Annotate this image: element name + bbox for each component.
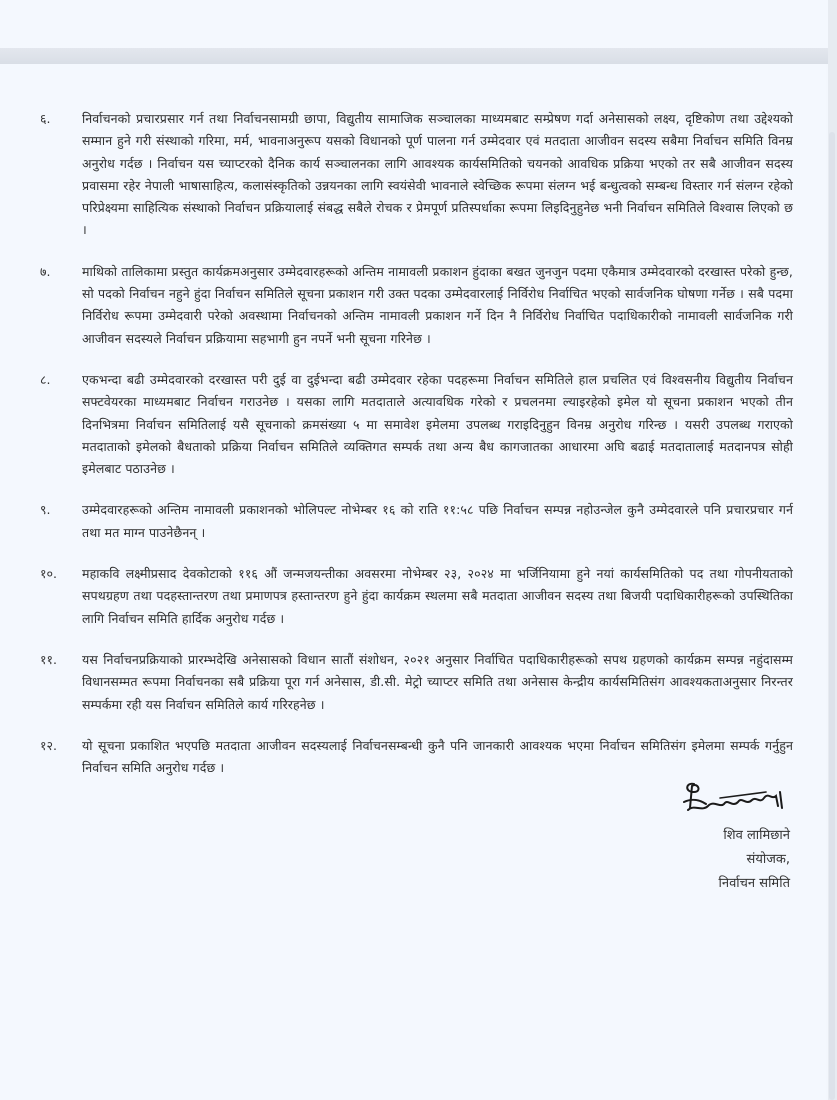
signature-block bbox=[640, 778, 790, 896]
signatory-name: शिव लामिछाने bbox=[723, 828, 790, 843]
item-text: निर्वाचनको प्रचारप्रसार गर्न तथा निर्वाचनसामग्री छापा, विद्युतीय सामाजिक सञ्चालका माध्यमबाट सम्प्रेषण गर्दा अनेसासको लक्ष्य, दृष्टिकोण तथा उद्देश्यको सम्मान हुने गरी संस्थाको गरिमा, मर्म, भावनाअनुरूप यसको विधानको पूर्ण पालना गर्न उम्मेदवार एवं मतदाता आजीवन सदस्य सबैमा निर्वाचन समिति विनम्र अनुरोध गर्दछ । निर्वाचन यस च्याप्टरको दैनिक कार्य सञ्चालनका लागि आवश्यक कार्यसमितिको चयनको आवधिक प्रक्रिया भएको तर सबै आजीवन सदस्य प्रवासमा रहेर नेपाली भाषासाहित्य, कलासंस्कृतिको उन्नयनका लागि स्वयंसेवी भावनाले स्वेच्छिक रूपमा संलग्न भई बन्धुत्वको सम्बन्ध विस्तार गर्न संलग्न रहेको परिप्रेक्ष्यमा साहित्यिक संस्थाको निर्वाचन प्रक्रियालाई संबद्ध सबैले रोचक र प्रेमपूर्ण प्रतिस्पर्धाका रूपमा लिइदिनुहुनेछ भनी निर्वाचन समितिले विश्वास लिएको छ । bbox=[82, 111, 793, 238]
notice-item bbox=[0, 499, 826, 544]
item-number: १०. bbox=[40, 566, 57, 582]
notice-items-list bbox=[0, 108, 826, 798]
item-number: ६. bbox=[40, 111, 51, 126]
signature-icon bbox=[680, 778, 790, 824]
previous-page bbox=[0, 0, 828, 48]
page-separator bbox=[0, 48, 837, 64]
notice-item bbox=[0, 563, 826, 630]
item-text: एकभन्दा बढी उम्मेदवारको दरखास्त परी दुई वा दुईभन्दा बढी उम्मेदवार रहेका पदहरूमा निर्वाचन समितिले हाल प्रचलित एवं विश्वसनीय विद्युतीय निर्वाचन सफ्टवेयरका माध्यमबाट निर्वाचन गराउनेछ । यसका लागि मतदाताले अत्यावधिक गरेको र प्रचलनमा ल्याइरहेको इमेल यो सूचना प्रकाशन भएको तीन दिनभित्रमा निर्वाचन समितिलाई यसै सूचनाको क्रमसंख्या ५ मा समावेश इमेलमा उपलब्ध गराइदिनुहुन विनम्र अनुरोध गरिन्छ । यसरी उपलब्ध गराएको मतदाताको इमेलको बैधताको प्रक्रिया निर्वाचन समितिले व्यक्तिगत सम्पर्क तथा अन्य बैध कागजातका आधारमा अघि बढाई मतदातालाई मतदानपत्र सोही इमेलबाट पठाउनेछ । bbox=[82, 371, 793, 477]
item-text: यो सूचना प्रकाशित भएपछि मतदाता आजीवन सदस्यलाई निर्वाचनसम्बन्धी कुनै पनि जानकारी आवश्यक भएमा निर्वाचन समितिसंग इमेलमा सम्पर्क गर्नुहुन निर्वाचन समिति अनुरोध गर्दछ । bbox=[82, 737, 793, 776]
notice-item bbox=[0, 108, 826, 242]
signatory-title: संयोजक, bbox=[746, 852, 790, 867]
item-text: महाकवि लक्ष्मीप्रसाद देवकोटाको ११६ औं जन्मजयन्तीका अवसरमा नोभेम्बर २३, २०२४ मा भर्जिनियामा हुने नयां कार्यसमितिको पद तथा गोपनीयताको सपथग्रहण तथा पदहस्तान्तरण तथा प्रमाणपत्र हस्तान्तरण हुने हुंदा कार्यक्रम स्थलमा सबै मतदाता आजीवन सदस्य तथा बिजयी पदाधिकारीहरूको उपस्थितिका लागि निर्वाचन समिति हार्दिक अनुरोध गर्दछ । bbox=[82, 566, 793, 626]
item-number: ७. bbox=[40, 263, 51, 279]
notice-item bbox=[0, 649, 826, 716]
item-text: माथिको तालिकामा प्रस्तुत कार्यक्रमअनुसार उम्मेदवारहरूको अन्तिम नामावली प्रकाशन हुंदाका बखत जुनजुन पदमा एकैमात्र उम्मेदवारको दरखास्त परेको हुन्छ, सो पदको निर्वाचन नहुने हुंदा निर्वाचन समितिले सूचना प्रकाशन गरी उक्त पदका उम्मेदवारलाई निर्विरोध निर्वाचित भएको सार्वजनिक घोषणा गर्नेछ । सबै पदमा निर्विरोध रूपमा उम्मेदवारी परेको अवस्थामा निर्वाचनको अन्तिम नामावली प्रकाशन गर्ने दिन नै निर्विरोध निर्वाचित पदाधिकारीको नामावली सार्वजनिक गरी आजीवन सदस्यले निर्वाचन प्रक्रियामा सहभागी हुन नपर्ने भनी सूचना गरिनेछ । bbox=[82, 263, 793, 346]
handwritten-signature bbox=[640, 778, 790, 824]
notice-item bbox=[0, 261, 826, 350]
item-number: ११. bbox=[40, 651, 57, 667]
scrollbar-thumb[interactable] bbox=[829, 132, 835, 1100]
signatory-committee: निर्वाचन समिति bbox=[718, 876, 790, 891]
item-text: यस निर्वाचनप्रक्रियाको प्रारम्भदेखि अनेसासको विधान सातौं संशोधन, २०२१ अनुसार निर्वाचित पदाधिकारीहरूको सपथ ग्रहणको कार्यक्रम सम्पन्न नहुंदासम्म विधानसम्मत रूपमा निर्वाचनका सबै प्रक्रिया पूरा गर्न अनेसास, डी.सी. मेट्रो च्याप्टर समिति तथा अनेसास केन्द्रीय कार्यसमितिसंग आवश्यकताअनुसार निरन्तर सम्पर्कमा रही यस निर्वाचन समितिले कार्य गरिरहनेछ । bbox=[82, 651, 793, 712]
notice-item bbox=[0, 735, 826, 780]
item-text: उम्मेदवारहरूको अन्तिम नामावली प्रकाशनको भोलिपल्ट नोभेम्बर १६ को राति ११:५८ पछि निर्वाचन सम्पन्न नहोउन्जेल कुनै उम्मेदवारले पनि प्रचारप्रचार गर्न तथा मत माग्न पाउनेछैनन् । bbox=[82, 502, 793, 540]
item-number: ९. bbox=[40, 502, 51, 518]
scrollbar[interactable] bbox=[828, 0, 837, 1100]
item-number: १२. bbox=[40, 737, 57, 753]
notice-item bbox=[0, 369, 826, 480]
item-number: ८. bbox=[40, 371, 51, 387]
